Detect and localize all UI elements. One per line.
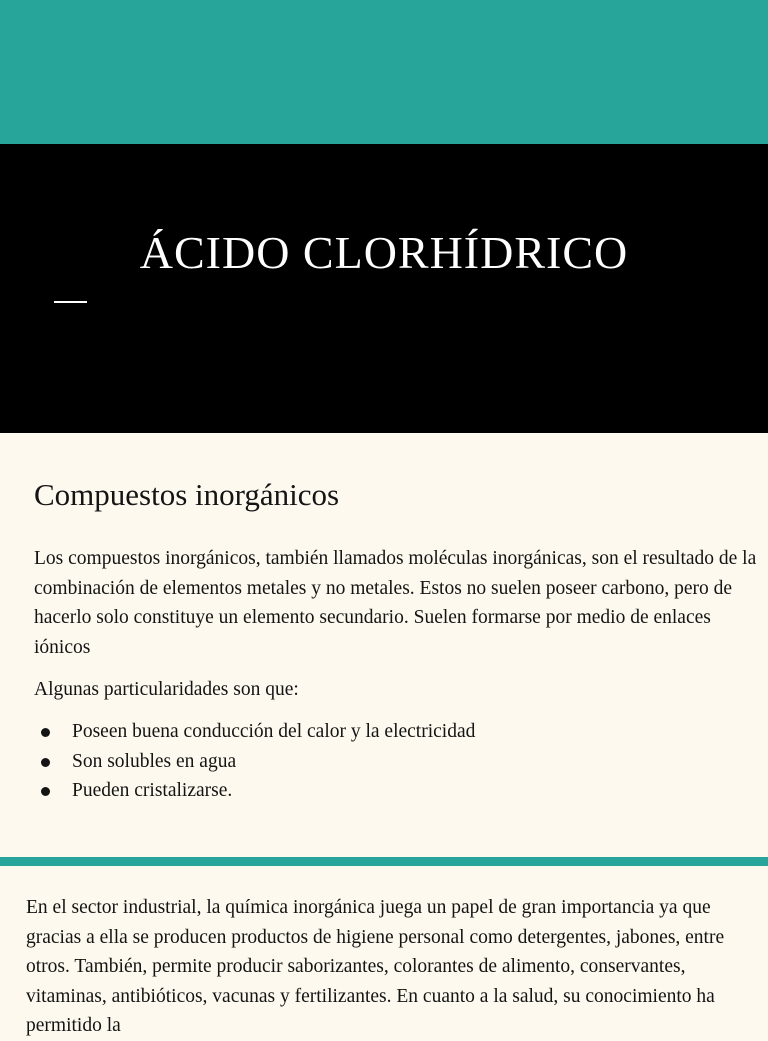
bullet-item: [34, 717, 475, 747]
bullet-lead-text: Algunas particularidades son que:: [34, 679, 299, 700]
industry-paragraph: En el sector industrial, la química inorgánica juega un papel de gran importancia ya que gracias a ella se producen productos de higiene personal como detergentes, jabones, entre otros. También, permite producir saborizantes, colorantes de alimento, conservantes, vitaminas, antibióticos, vacunas y fertilizantes. En cuanto a la salud, su conocimiento ha permitido la: [26, 897, 725, 1036]
title-accent-dash: [54, 301, 87, 303]
title-slide: [0, 144, 768, 433]
bullet-item-text: Son solubles en agua: [72, 750, 237, 772]
bullet-dot-icon: [41, 787, 50, 796]
content-slide: [0, 433, 768, 857]
bullet-item: [34, 747, 475, 777]
top-teal-band: [0, 0, 768, 144]
bullet-dot-icon: [41, 728, 50, 737]
section-heading: Compuestos inorgánicos: [34, 477, 340, 512]
bullet-list: [34, 717, 475, 806]
intro-paragraph: Los compuestos inorgánicos, también llamados moléculas inorgánicas, son el resultado de la combinación de elementos metales y no metales. Estos no suelen poseer carbono, pero de hacerlo solo constituye un elemento secundario. Suelen formarse por medio de enlaces iónicos: [34, 548, 757, 658]
bullet-item-text: Poseen buena conducción del calor y la electricidad: [72, 721, 476, 742]
bullet-item: [34, 776, 475, 806]
bullet-item-text: Pueden cristalizarse.: [72, 780, 233, 801]
next-slide: [0, 866, 768, 1036]
bullet-dot-icon: [41, 758, 50, 767]
slide-divider: [0, 857, 768, 866]
slide-title: ÁCIDO CLORHÍDRICO: [139, 227, 629, 278]
